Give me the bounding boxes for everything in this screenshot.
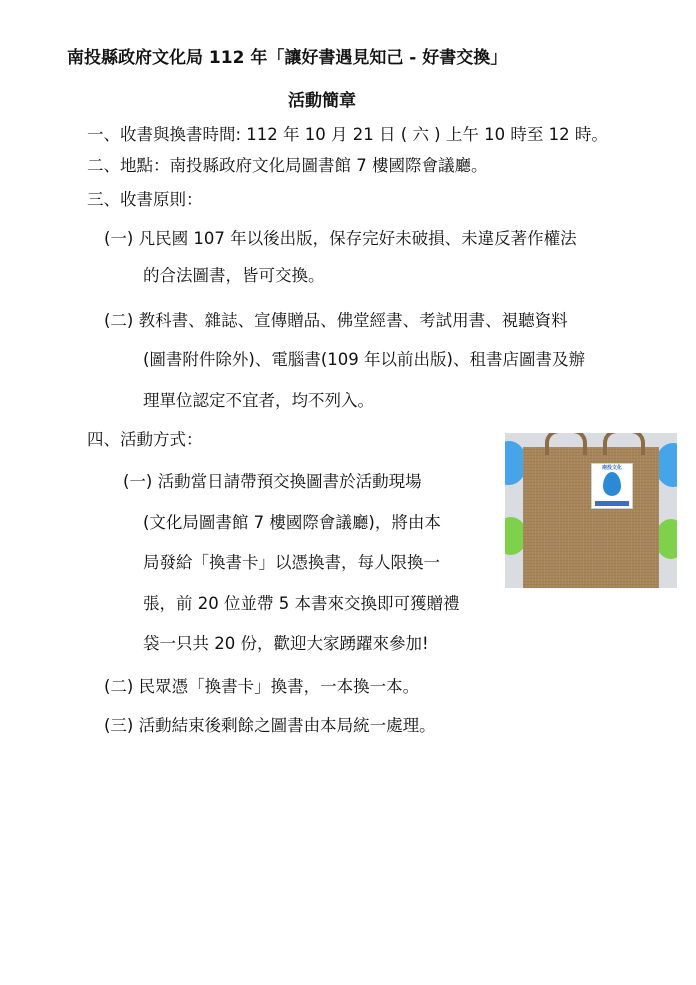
label-lettering: 南投文化 xyxy=(601,465,622,471)
label-banner xyxy=(595,501,629,506)
section-location: 二、地點：南投縣政府文化局圖書館 7 樓國際會議廳。 xyxy=(87,156,488,175)
bag-handle-left xyxy=(545,433,587,455)
section-activity-method: 四、活動方式： xyxy=(87,430,203,449)
tote-bag xyxy=(523,447,659,588)
water-drop-mascot-icon xyxy=(603,472,621,496)
method-item-3: (三) 活動結束後剩餘之圖書由本局統一處理。 xyxy=(104,716,436,735)
bag-handle-right xyxy=(603,433,645,455)
rule-item-2-line-2: (圖書附件除外)、電腦書(109 年以前出版)、租書店圖書及辦 xyxy=(143,350,585,369)
method-item-1-line-3: 局發給「換書卡」以憑換書，每人限換一 xyxy=(143,553,440,572)
method-item-1-line-4: 張，前 20 位並帶 5 本書來交換即可獲贈禮 xyxy=(143,594,460,613)
method-item-1-line-2: (文化局圖書館 7 樓國際會議廳)，將由本 xyxy=(143,513,441,532)
rule-item-2-line-3: 理單位認定不宜者，均不列入。 xyxy=(143,391,374,410)
document-title: 南投縣政府文化局 112 年「讓好書遇見知己 - 好書交換」 xyxy=(67,48,508,68)
method-item-1-line-1: (一) 活動當日請帶預交換圖書於活動現場 xyxy=(123,472,422,491)
rule-item-2-line-1: (二) 教科書、雜誌、宣傳贈品、佛堂經書、考試用書、視聽資料 xyxy=(104,311,568,330)
tote-bag-photo xyxy=(505,433,677,588)
bag-logo-label xyxy=(591,463,633,509)
document-subtitle: 活動簡章 xyxy=(288,91,356,111)
rule-item-1-line-2: 的合法圖書，皆可交換。 xyxy=(143,266,325,285)
section-collection-rules: 三、收書原則： xyxy=(87,190,203,209)
section-time: 一、收書與換書時間: 112 年 10 月 21 日 ( 六 ) 上午 10 時至 12 時。 xyxy=(87,125,608,144)
method-item-1-line-5: 袋一只共 20 份，歡迎大家踴躍來參加! xyxy=(143,634,429,653)
method-item-2: (二) 民眾憑「換書卡」換書，一本換一本。 xyxy=(104,677,420,696)
rule-item-1-line-1: (一) 凡民國 107 年以後出版，保存完好未破損、未違反著作權法 xyxy=(104,229,577,248)
